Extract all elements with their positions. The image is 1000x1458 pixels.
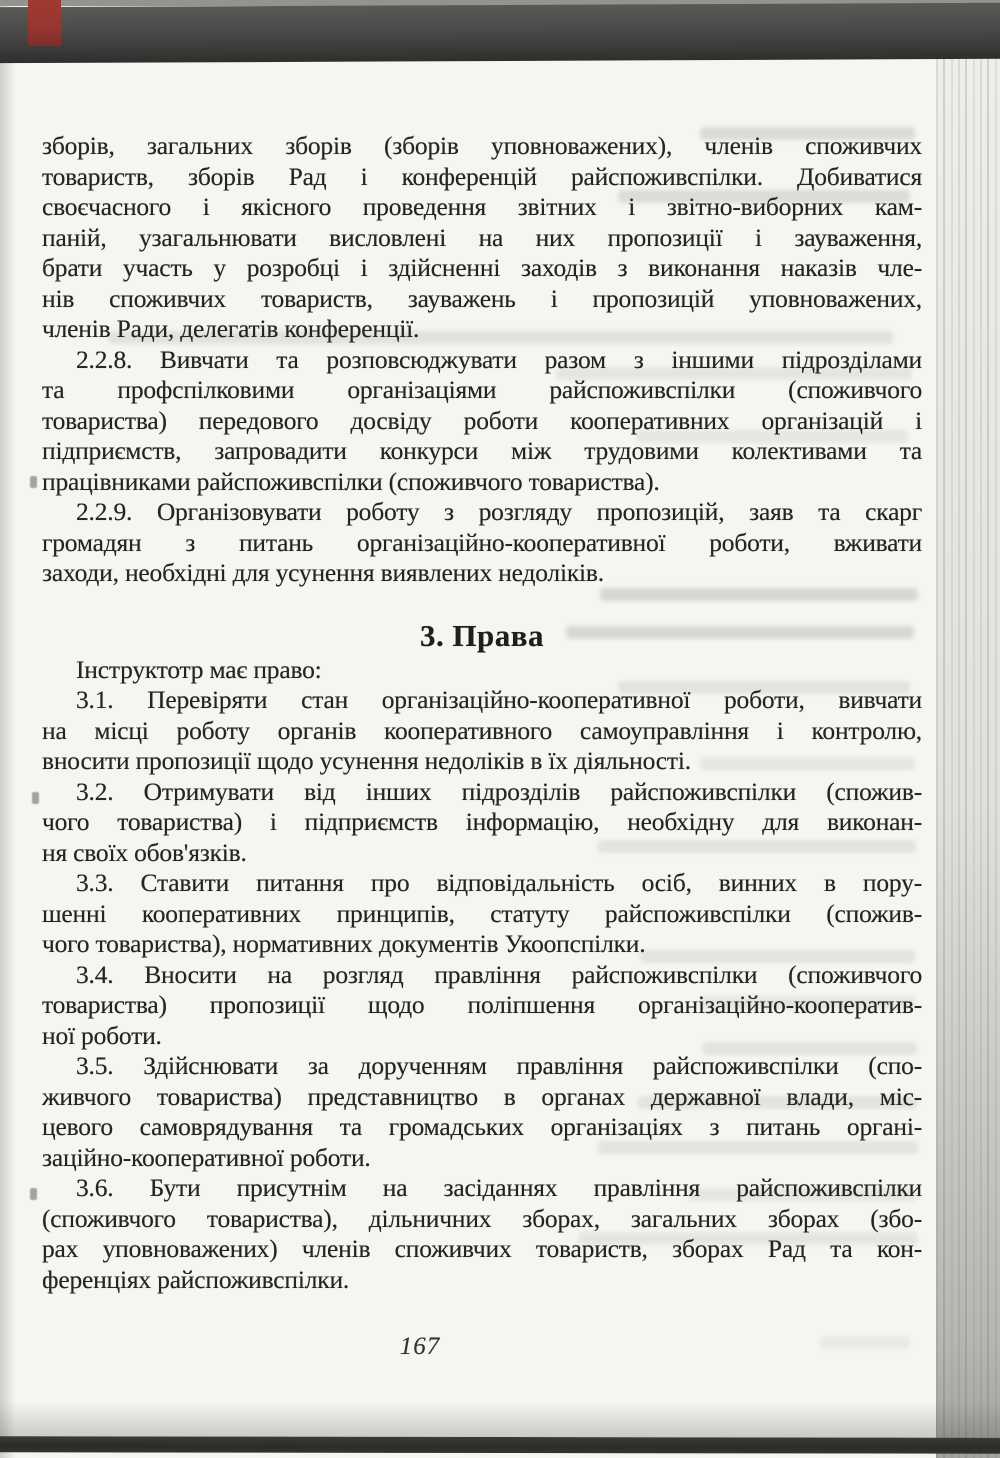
red-corner-mark xyxy=(28,0,61,46)
text-line: 3.1. Перевіряти стан організаційно-кооперативної роботи, вивчати xyxy=(76,685,922,714)
text-line: та профспілковими організаціями райспоживспілки (споживчого xyxy=(42,375,922,404)
scan-bottom-band xyxy=(0,1436,1000,1453)
text-line: підприємств, запровадити конкурси між трудовими колективами та xyxy=(42,436,922,465)
margin-ink-speck xyxy=(30,476,37,488)
text-line: чого товариства), нормативних документів Укоопспілки. xyxy=(42,929,646,958)
text-line: членів Ради, делегатів конференції. xyxy=(42,314,420,343)
paragraph xyxy=(42,1173,922,1295)
paragraph xyxy=(42,685,922,777)
text-line: 3.2. Отримувати від інших підрозділів райспоживспілки (спожив- xyxy=(76,776,922,806)
paragraph xyxy=(42,345,922,498)
page-number: 167 xyxy=(399,1333,441,1360)
section-heading: 3. Права xyxy=(419,617,545,653)
margin-ink-speck xyxy=(32,792,39,804)
text-line: своєчасного і якісного проведення звітних і звітно-виборних кам- xyxy=(42,192,922,221)
text-body xyxy=(42,131,922,1295)
text-line: товариств, зборів Рад і конференцій райспоживспілки. Добиватися xyxy=(42,161,922,191)
text-line: 3.4. Вносити на розгляд правління райспоживспілки (споживчого xyxy=(76,959,922,989)
text-line: 3.5. Здійснювати за дорученням правління райспоживспілки (спо- xyxy=(76,1051,922,1080)
text-line: чого товариства) і підприємств інформацію, необхідну для виконан- xyxy=(42,807,922,836)
page-bottom-shadow xyxy=(0,1402,1000,1437)
text-line: ня своїх обов'язків. xyxy=(42,837,247,867)
text-line: заходи, необхідні для усунення виявлених недоліків. xyxy=(42,558,604,587)
text-line: громадян з питань організаційно-кооперативної роботи, вживати xyxy=(42,527,922,557)
text-line: брати участь у розробці і здійсненні заходів з виконання наказів чле- xyxy=(42,253,922,282)
text-line: заційно-кооперативної роботи. xyxy=(42,1142,371,1172)
text-line: ференціях райспоживспілки. xyxy=(42,1264,350,1294)
text-line: нів споживчих товариств, зауважень і пропозицій уповноважених, xyxy=(42,283,922,313)
text-line: 2.2.9. Організовувати роботу з розгляду пропозицій, заяв та скарг xyxy=(76,497,922,526)
text-line: товариства) пропозиції щодо поліпшення організаційно-кооператив- xyxy=(42,990,922,1019)
text-line: цевого самоврядування та громадських організаціях з питань органі- xyxy=(42,1112,922,1141)
page-left-shadow xyxy=(0,0,16,1458)
text-line: вносити пропозиції щодо усунення недоліків в їх діяльності. xyxy=(42,746,691,775)
margin-ink-speck xyxy=(30,1188,37,1200)
book-page-edge-streaks xyxy=(936,0,1000,1458)
text-line: ної роботи. xyxy=(42,1020,162,1050)
text-line: товариства) передового досвіду роботи кооперативних організацій і xyxy=(42,405,922,435)
paragraph xyxy=(42,655,922,686)
paragraph xyxy=(42,777,922,869)
text-line: (споживчого товариства), дільничних зборах, загальних зборах (збо- xyxy=(42,1203,922,1233)
text-line: 2.2.8. Вивчати та розповсюджувати разом з іншими підрозділами xyxy=(76,344,922,374)
scan-top-band xyxy=(0,3,1000,63)
paragraph xyxy=(42,868,922,960)
text-line: на місці роботу органів кооперативного самоуправління і контролю, xyxy=(42,715,922,745)
text-line: живчого товариства) представництво в органах державної влади, міс- xyxy=(42,1081,922,1111)
text-line: зборів, загальних зборів (зборів уповноважених), членів споживчих xyxy=(42,131,922,160)
text-line: 3.3. Ставити питання про відповідальність осіб, винних в пору- xyxy=(76,868,922,897)
text-line: паній, узагальнювати висловлені на них пропозиції і зауваження, xyxy=(42,222,922,252)
paragraph xyxy=(42,1051,922,1173)
text-line: шенні кооперативних принципів, статуту райспоживспілки (спожив- xyxy=(42,898,922,928)
paragraph xyxy=(42,131,922,345)
text-line: Інструктотр має право: xyxy=(76,654,322,684)
text-line: рах уповноважених) членів споживчих товариств, зборах Рад та кон- xyxy=(42,1234,922,1263)
paragraph xyxy=(42,960,922,1052)
text-line: працівниками райспоживспілки (споживчого товариства). xyxy=(42,466,660,496)
paragraph xyxy=(42,497,922,589)
text-line: 3.6. Бути присутнім на засіданнях правління райспоживспілки xyxy=(76,1173,922,1202)
